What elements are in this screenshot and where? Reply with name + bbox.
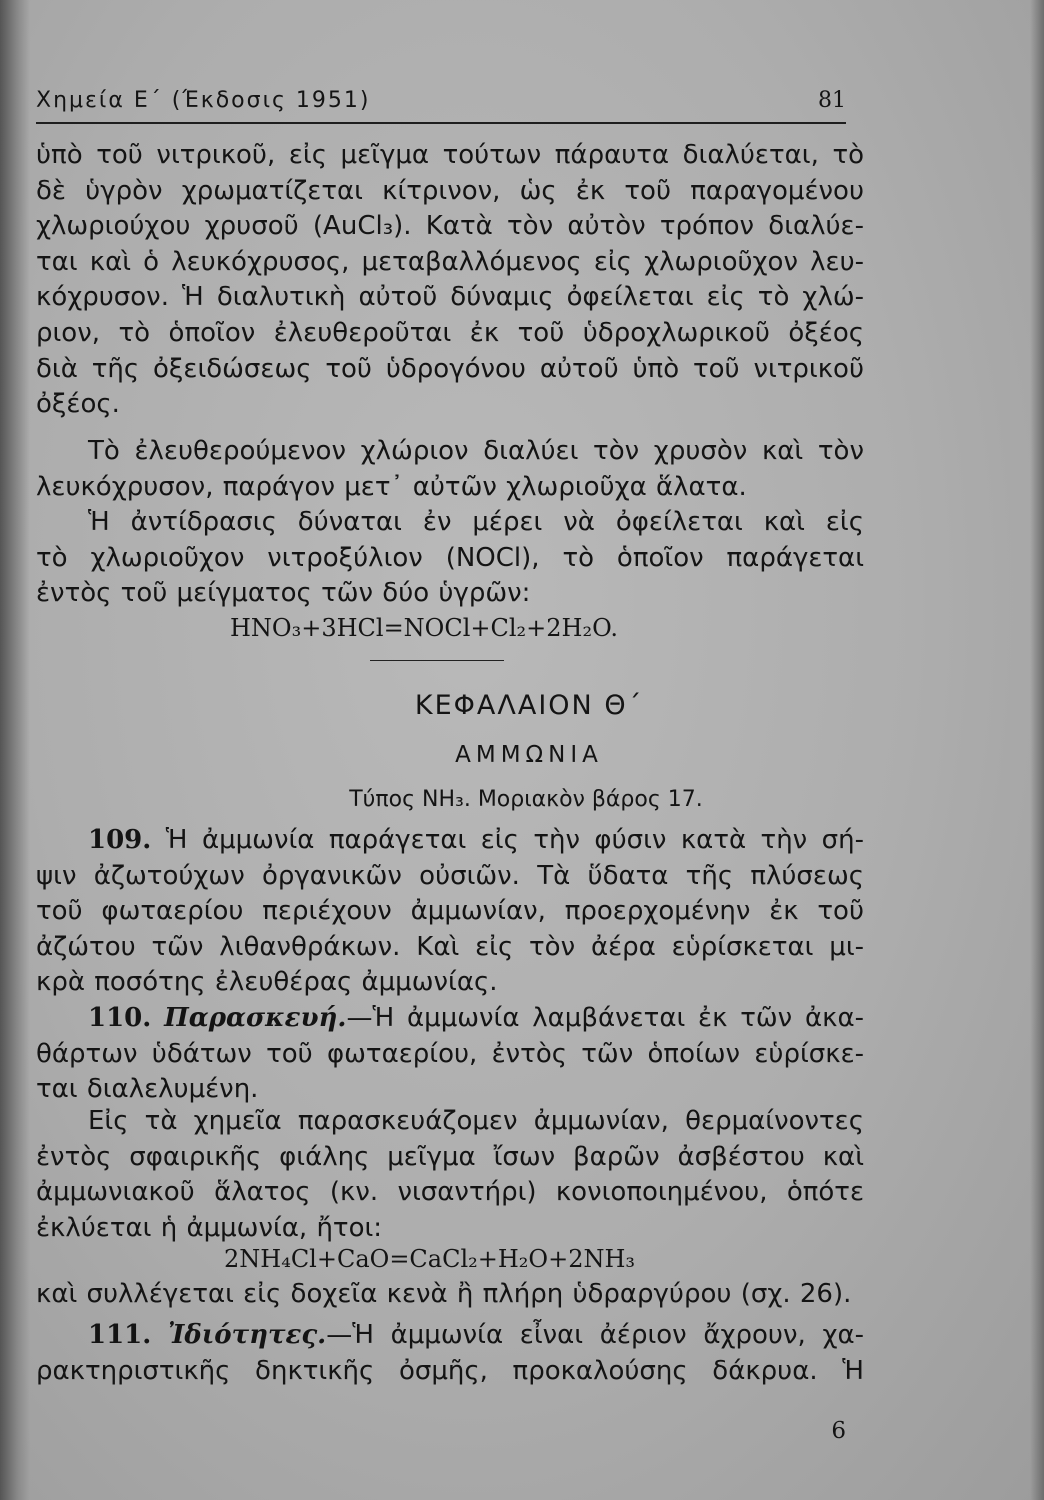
- text-line: ται καὶ ὁ λευκόχρυσος, μεταβαλλόμενος εἰς χλωριοῦχον λευ-: [36, 246, 864, 277]
- section-divider: [370, 660, 504, 661]
- paragraph-nitrosyl: [36, 505, 864, 612]
- text-line: θάρτων ὑδάτων τοῦ φωταερίου, ἐντὸς τῶν ὁποίων εὑρίσκε-: [36, 1038, 864, 1069]
- text-line: δὲ ὑγρὸν χρωματίζεται κίτρινον, ὡς ἐκ τοῦ παραγομένου: [36, 175, 864, 206]
- text-line: ται διαλελυμένη.: [36, 1074, 259, 1105]
- section-number: 110.: [88, 1003, 152, 1033]
- text-line: ρακτηριστικῆς δηκτικῆς ὀσμῆς, προκαλούσης δάκρυα. Ἡ: [36, 1355, 864, 1386]
- text-line: χλωριούχου χρυσοῦ (AuCl₃). Κατὰ τὸν αὐτὸν τρόπον διαλύε-: [36, 211, 864, 242]
- section-number: 109.: [88, 825, 152, 855]
- text-line: 110. Παρασκευή.—Ἡ ἀμμωνία λαμβάνεται ἐκ τῶν ἀκα-: [88, 1003, 864, 1033]
- text-line: ψιν ἀζωτούχων ὀργανικῶν οὐσιῶν. Τὰ ὕδατα τῆς πλύσεως: [36, 860, 864, 891]
- paragraph-collection: [36, 1277, 864, 1313]
- paragraph-lab-preparation: [36, 1104, 864, 1246]
- running-header: [36, 88, 846, 124]
- chapter-subtitle: ΑΜΜΩΝΙΑ: [455, 742, 603, 768]
- text-line: Τὸ ἐλευθερούμενον χλώριον διαλύει τὸν χρυσὸν καὶ τὸν: [88, 436, 864, 466]
- section-110: [36, 1001, 864, 1108]
- text-line: κρὰ ποσότης ἐλευθέρας ἀμμωνίας.: [36, 967, 498, 998]
- text-line: ἀζώτου τῶν λιθανθράκων. Καὶ εἰς τὸν ἀέρα εὑρίσκεται μι-: [36, 931, 864, 962]
- section-title: Παρασκευή.: [164, 1003, 347, 1033]
- text-line: ἐκλύεται ἡ ἀμμωνία, ἤτοι:: [36, 1212, 383, 1243]
- text-line: ὀξέος.: [36, 389, 120, 420]
- equation-aqua-regia: HNO₃+3HCl=NOCl+Cl₂+2H₂O.: [230, 614, 618, 642]
- text-line: ὑπὸ τοῦ νιτρικοῦ, εἰς μεῖγμα τούτων πάραυτα διαλύεται, τὸ: [36, 140, 864, 170]
- page-number: 81: [818, 88, 846, 113]
- text-line: διὰ τῆς ὀξειδώσεως τοῦ ὑδρογόνου αὐτοῦ ὑπὸ τοῦ νιτρικοῦ: [36, 353, 864, 384]
- text-line: λευκόχρυσον, παράγον μετ᾽ αὐτῶν χλωριοῦχα ἅλατα.: [36, 471, 747, 502]
- section-number: 111.: [88, 1320, 152, 1350]
- text-line: ἐντὸς σφαιρικῆς φιάλης μεῖγμα ἴσων βαρῶν ἀσβέστου καὶ: [36, 1141, 864, 1172]
- text-line: κόχρυσον. Ἡ διαλυτικὴ αὐτοῦ δύναμις ὀφείλεται εἰς τὸ χλώ-: [36, 282, 864, 313]
- paragraph-aqua-regia: [36, 138, 864, 423]
- text-line: τὸ χλωριοῦχον νιτροξύλιον (NOCl), τὸ ὁποῖον παράγεται: [36, 542, 864, 573]
- signature-number: 6: [831, 1418, 846, 1444]
- text-line: 109. Ἡ ἀμμωνία παράγεται εἰς τὴν φύσιν κατὰ τὴν σή-: [88, 825, 864, 855]
- text-line: καὶ συλλέγεται εἰς δοχεῖα κενὰ ἢ πλήρη ὑδραργύρου (σχ. 26).: [36, 1279, 852, 1309]
- section-109: [36, 823, 864, 1001]
- section-111: [36, 1318, 864, 1389]
- running-title: Χημεία Ε΄ (Έκδοσις 1951): [36, 88, 371, 113]
- paragraph-chlorine: [36, 434, 864, 505]
- section-title: Ἰδιότητες.: [168, 1320, 327, 1350]
- chapter-title: ΚΕΦΑΛΑΙΟΝ Θ΄: [414, 690, 644, 721]
- text-line: 111. Ἰδιότητες.—Ἡ ἀμμωνία εἶναι ἀέριον ἄχρουν, χα-: [88, 1320, 864, 1350]
- equation-ammonia-preparation: 2NH₄Cl+CaO=CaCl₂+H₂O+2NH₃: [224, 1245, 636, 1273]
- text-line: τοῦ φωταερίου περιέχουν ἀμμωνίαν, προερχομένην ἐκ τοῦ: [36, 896, 864, 927]
- text-line: ἐντὸς τοῦ μείγματος τῶν δύο ὑγρῶν:: [36, 578, 531, 609]
- text-line: ἀμμωνιακοῦ ἅλατος (κν. νισαντήρι) κονιοποιημένου, ὁπότε: [36, 1177, 864, 1208]
- text-line: Εἰς τὰ χημεῖα παρασκευάζομεν ἀμμωνίαν, θερμαίνοντες: [88, 1106, 864, 1136]
- header-rule: [36, 122, 846, 124]
- text-line: Ἡ ἀντίδρασις δύναται ἐν μέρει νὰ ὀφείλεται καὶ εἰς: [88, 507, 864, 537]
- text-line: ριον, τὸ ὁποῖον ἐλευθεροῦται ἐκ τοῦ ὑδροχλωρικοῦ ὀξέος: [36, 317, 864, 348]
- formula-line: Τύπος NH₃. Μοριακὸν βάρος 17.: [349, 787, 703, 812]
